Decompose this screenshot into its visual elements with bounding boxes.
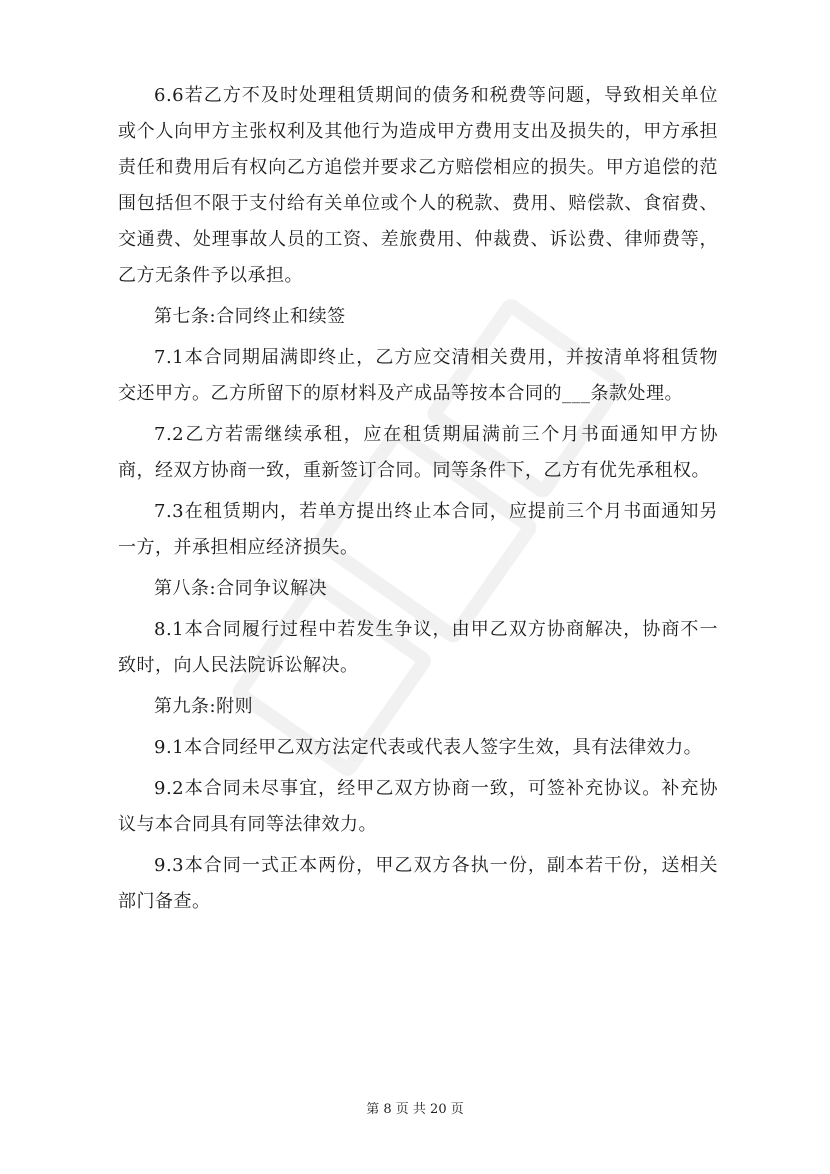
paragraph-9-3: 9.3本合同一式正本两份，甲乙双方各执一份，副本若干份，送相关部门备查。 [118, 855, 718, 912]
paragraph-6-6: 6.6若乙方不及时处理租赁期间的债务和税费等问题，导致相关单位或个人向甲方主张权利及其他行为造成甲方费用支出及损失的，甲方承担责任和费用后有权向乙方追偿并要求乙方赔偿相应的损失。甲方追偿的范围包括但不限于支付给有关单位或个人的税款、费用、赔偿款、食宿费、交通费、处理事故人员的工资、差旅费用、仲裁费、诉讼费、律师费等，乙方无条件予以承担。 [118, 85, 718, 286]
paragraph-7-1: 7.1本合同期届满即终止，乙方应交清相关费用，并按清单将租赁物交还甲方。乙方所留下的原材料及产成品等按本合同的___条款处理。 [118, 347, 718, 404]
paragraph-9-2: 9.2本合同未尽事宜，经甲乙双方协商一致，可签补充协议。补充协议与本合同具有同等法律效力。 [118, 778, 718, 835]
article-9-heading: 第九条:附则 [154, 696, 254, 717]
paragraph-7-2: 7.2乙方若需继续承租，应在租赁期届满前三个月书面通知甲方协商，经双方协商一致，重新签订合同。同等条件下，乙方有优先承租权。 [118, 424, 718, 481]
paragraph-9-1: 9.1本合同经甲乙双方法定代表或代表人签字生效，具有法律效力。 [154, 737, 703, 758]
paragraph-8-1: 8.1本合同履行过程中若发生争议，由甲乙双方协商解决，协商不一致时，向人民法院诉讼解决。 [118, 619, 718, 676]
paragraph-7-3: 7.3在租赁期内，若单方提出终止本合同，应提前三个月书面通知另一方，并承担相应经济损失。 [118, 501, 718, 558]
article-7-heading: 第七条:合同终止和续签 [154, 306, 346, 327]
document-body [118, 78, 718, 925]
page-number-footer: 第 8 页 共 20 页 [366, 1102, 464, 1117]
article-8-heading: 第八条:合同争议解决 [154, 578, 328, 599]
